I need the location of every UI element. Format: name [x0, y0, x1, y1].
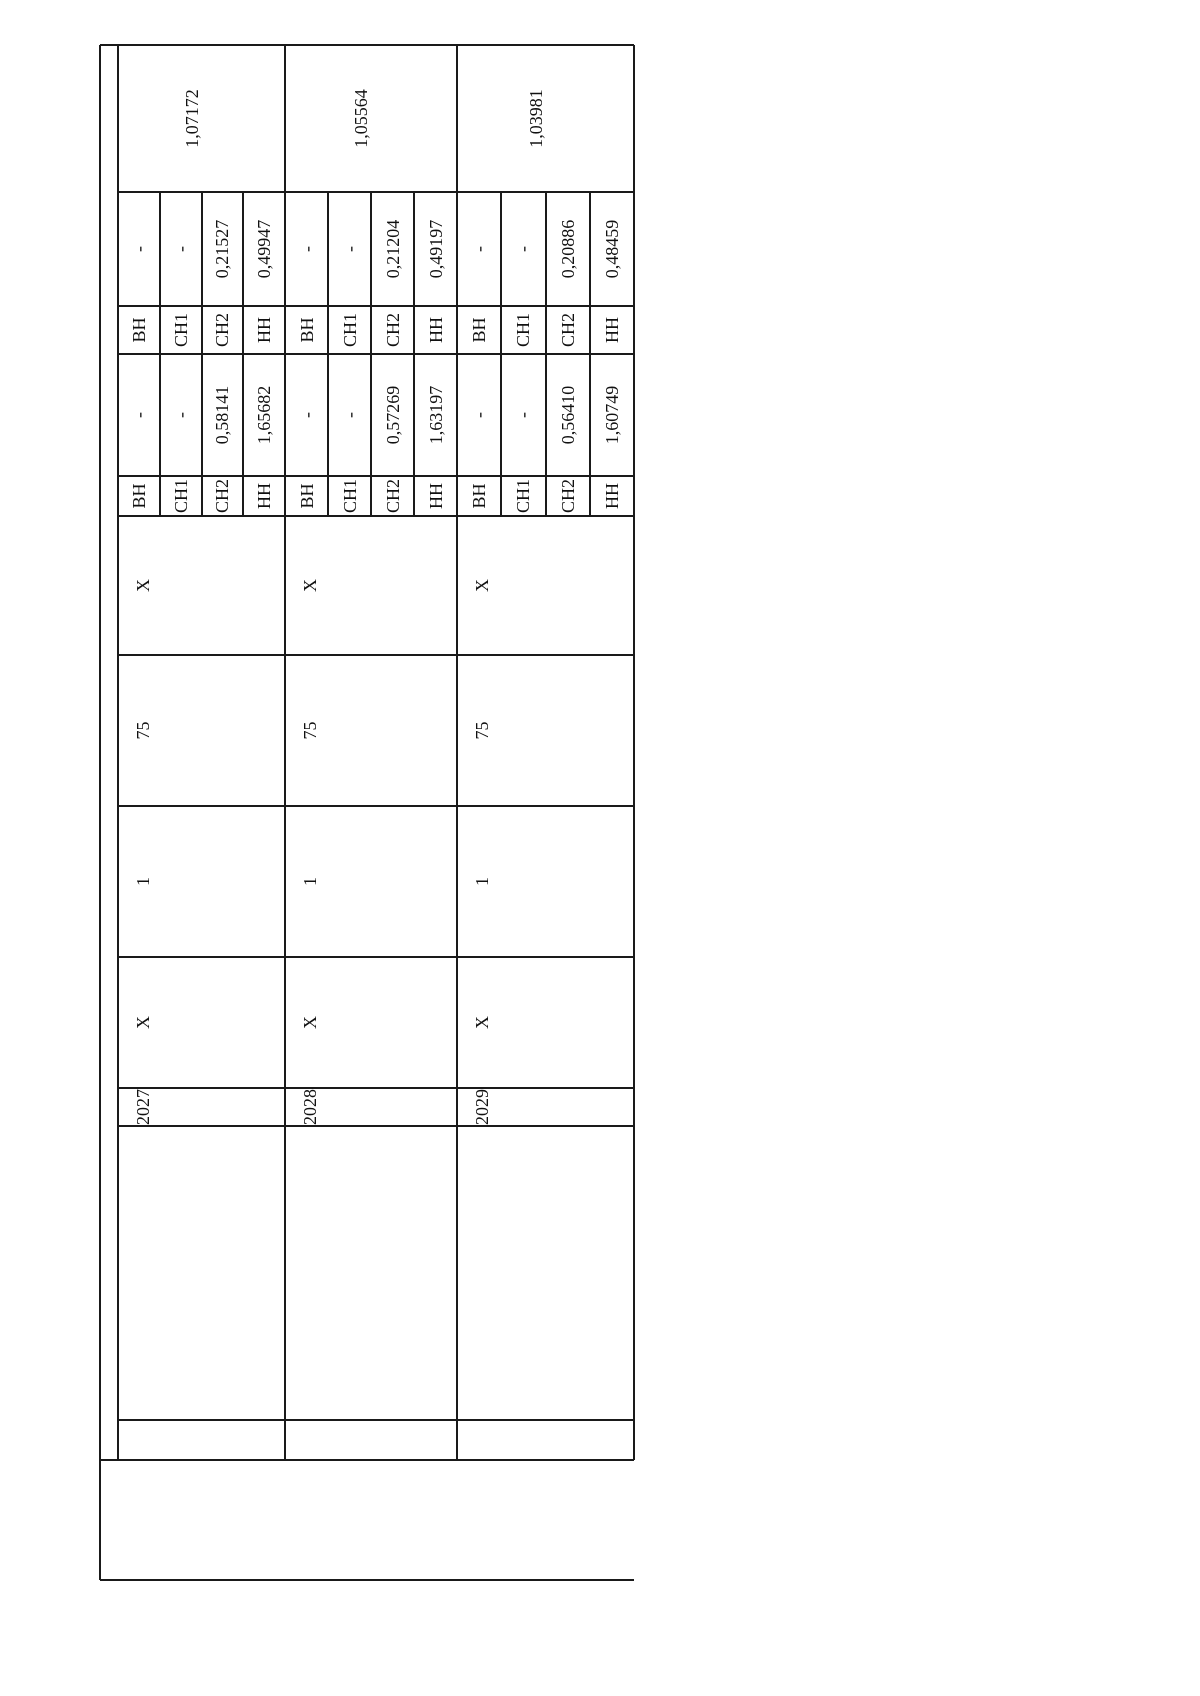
tariff-value: 1,65682 — [254, 385, 275, 445]
level-subrow-separator — [242, 192, 244, 516]
voltage-level-label: НН — [254, 483, 275, 509]
tariff-value: 1,60749 — [601, 385, 622, 445]
voltage-level-label: СН1 — [170, 478, 191, 514]
level-subrow-separator — [370, 192, 372, 516]
tariff-value: - — [513, 246, 534, 252]
column-separator — [285, 654, 457, 656]
voltage-level-label: НН — [425, 317, 446, 343]
tariff-value: 0,21527 — [212, 219, 233, 279]
tariff-value: 0,21204 — [382, 219, 403, 279]
level-subrow-separator — [159, 192, 161, 516]
leading-block-divider — [118, 1419, 634, 1421]
level-subrow-separator — [500, 192, 502, 516]
voltage-level-label: СН1 — [513, 478, 534, 514]
index-value-cell: 1,05564 — [351, 89, 371, 148]
index-value-cell: 1,07172 — [181, 89, 202, 148]
x-mark-cell: X — [472, 579, 492, 592]
tariff-value: 0,49197 — [425, 219, 446, 279]
table-left-border — [100, 1459, 634, 1461]
voltage-level-label: СН2 — [557, 478, 578, 514]
voltage-level-label: ВН — [469, 483, 490, 509]
one-value-cell: 1 — [133, 877, 153, 886]
column-separator — [118, 956, 285, 958]
voltage-level-label: ВН — [128, 483, 149, 509]
x-mark-cell: X — [472, 1016, 492, 1029]
column-separator — [118, 805, 285, 807]
tariff-value: 0,57269 — [382, 385, 403, 445]
column-separator — [285, 1125, 457, 1127]
voltage-level-label: НН — [601, 317, 622, 343]
x-mark-cell: X — [133, 579, 153, 592]
year-cell: 2029 — [472, 1089, 492, 1125]
tariff-value: 0,49947 — [254, 219, 275, 279]
tariff-value: - — [128, 412, 149, 418]
one-value-cell: 1 — [300, 877, 320, 886]
row-separator — [284, 45, 286, 1460]
column-separator — [118, 1125, 285, 1127]
voltage-level-label: СН2 — [212, 478, 233, 514]
column-separator — [285, 805, 457, 807]
tariff-value: - — [170, 412, 191, 418]
tariff-value: - — [339, 246, 360, 252]
tariff-value: - — [513, 412, 534, 418]
column-separator — [457, 1125, 634, 1127]
x-mark-cell: X — [300, 1016, 320, 1029]
level-subrow-separator — [201, 192, 203, 516]
voltage-level-label: НН — [254, 317, 275, 343]
tariff-value: - — [339, 412, 360, 418]
voltage-level-label: НН — [425, 483, 446, 509]
table-left-border-outer — [100, 1579, 634, 1581]
seventy-five-cell: 75 — [300, 721, 320, 740]
tariff-value: - — [469, 246, 490, 252]
voltage-level-label: СН2 — [557, 312, 578, 348]
tariff-value: - — [296, 246, 317, 252]
tariff-value: 1,63197 — [425, 385, 446, 445]
voltage-level-label: СН1 — [339, 478, 360, 514]
level-subrow-separator — [545, 192, 547, 516]
year-cell: 2028 — [300, 1089, 320, 1125]
index-value-cell: 1,03981 — [525, 89, 546, 148]
x-mark-cell: X — [300, 579, 320, 592]
x-mark-cell: X — [133, 1016, 153, 1029]
column-separator — [457, 805, 634, 807]
row-separator — [456, 45, 458, 1460]
column-separator — [457, 956, 634, 958]
tariff-value: - — [128, 246, 149, 252]
table-top-border — [99, 45, 101, 1580]
year-cell: 2027 — [133, 1089, 153, 1125]
column-separator — [118, 654, 285, 656]
tariff-value: 0,20886 — [557, 219, 578, 279]
voltage-level-label: ВН — [469, 317, 490, 343]
level-subrow-separator — [589, 192, 591, 516]
seventy-five-cell: 75 — [472, 721, 492, 740]
tariff-value: - — [469, 412, 490, 418]
column-separator — [457, 654, 634, 656]
voltage-level-label: СН2 — [382, 478, 403, 514]
voltage-level-label: СН2 — [382, 312, 403, 348]
tariff-value: 0,58141 — [212, 385, 233, 445]
one-value-cell: 1 — [472, 877, 492, 886]
tariff-value: - — [296, 412, 317, 418]
voltage-level-label: СН2 — [212, 312, 233, 348]
voltage-level-label: СН1 — [170, 312, 191, 348]
row-separator — [117, 45, 119, 1460]
voltage-level-label: НН — [601, 483, 622, 509]
tariff-value: 0,56410 — [557, 385, 578, 445]
voltage-level-label: ВН — [296, 483, 317, 509]
voltage-level-label: ВН — [296, 317, 317, 343]
tariff-value: - — [170, 246, 191, 252]
tariff-value: 0,48459 — [601, 219, 622, 279]
level-subrow-separator — [327, 192, 329, 516]
table-bottom-border — [633, 45, 635, 1460]
voltage-level-label: СН1 — [339, 312, 360, 348]
level-subrow-separator — [413, 192, 415, 516]
table-right-border — [100, 44, 634, 46]
seventy-five-cell: 75 — [133, 721, 153, 740]
column-separator — [285, 956, 457, 958]
voltage-level-label: СН1 — [513, 312, 534, 348]
voltage-level-label: ВН — [128, 317, 149, 343]
